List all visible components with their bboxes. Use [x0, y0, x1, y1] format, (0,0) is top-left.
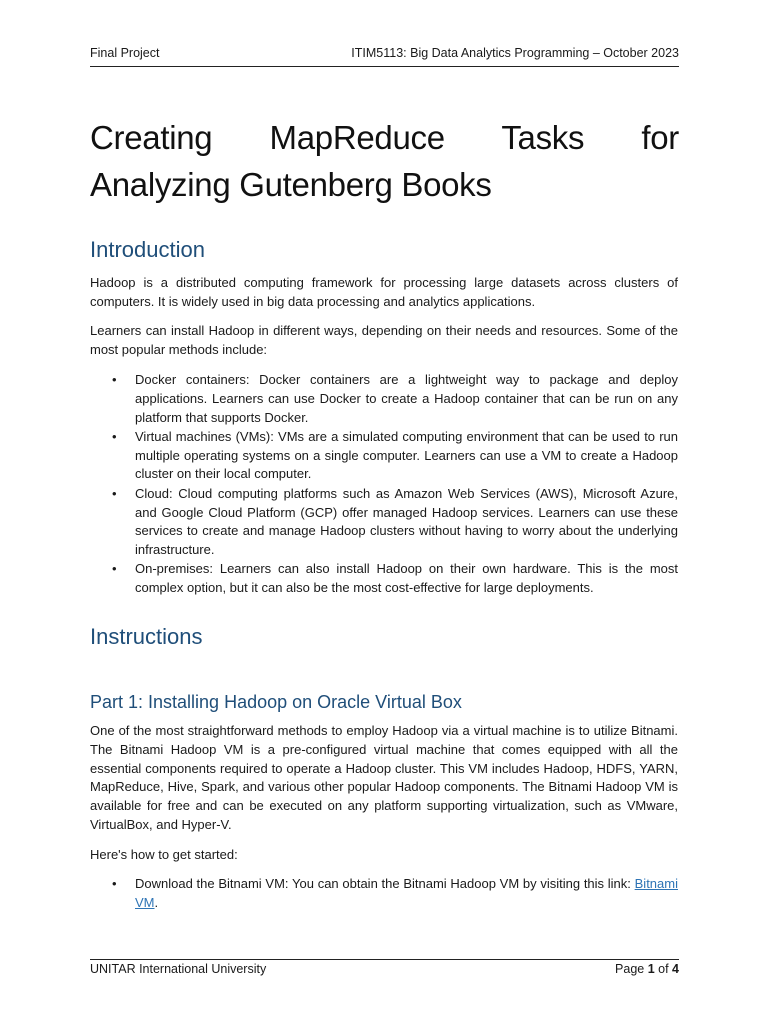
list-item-text: Docker containers: Docker containers are a lightweight way to package and deploy applications. Learners can use Docker to create a Hadoop container that can be run on any platform that supports Docker. [135, 372, 678, 425]
part1-paragraph-1: One of the most straightforward methods to employ Hadoop via a virtual machine is to utilize Bitnami. The Bitnami Hadoop VM is a pre-configured virtual machine that comes equipped with all the essential components required to operate a Hadoop cluster. This VM includes Hadoop, HDFS, YARN, MapReduce, Hive, Spark, and various other popular Hadoop components. The Bitnami Hadoop VM is available for free and can be executed on any platform supporting virtualization, such as VMware, VirtualBox, and Hyper-V. [90, 723, 678, 832]
page-prefix: Page [615, 962, 648, 976]
list-item [90, 428, 678, 484]
list-item-end: . [154, 894, 159, 910]
page-number [615, 962, 679, 976]
bullet-icon: • [112, 561, 117, 577]
intro-paragraph-1: Hadoop is a distributed computing framework for processing large datasets across clusters of computers. It is widely used in big data processing and analytics applications. [90, 275, 678, 309]
page-total: 4 [672, 962, 679, 976]
list-item-text: On-premises: Learners can also install Hadoop on their own hardware. This is the most complex option, but it can also be the most cost-effective for large deployments. [135, 561, 678, 596]
part1-heading: Part 1: Installing Hadoop on Oracle Virtual Box [90, 692, 462, 712]
list-item [90, 371, 678, 427]
list-item-text: Cloud: Cloud computing platforms such as Amazon Web Services (AWS), Microsoft Azure, and Google Cloud Platform (GCP) offer managed Hadoop services. Learners can use these services to create and manage Hadoop clusters without having to worry about the underlying infrastructure. [135, 485, 678, 558]
bullet-icon: • [112, 372, 117, 387]
page-current: 1 [647, 962, 655, 976]
intro-paragraph-2: Learners can install Hadoop in different ways, depending on their needs and resources. Some of the most popular methods include: [90, 323, 678, 357]
bullet-icon: • [112, 876, 117, 891]
bitnami-vm-link[interactable]: Bitnami VM [135, 876, 678, 910]
footer-left: UNITAR International University [90, 962, 267, 976]
introduction-heading: Introduction [90, 237, 205, 262]
list-item-text: Virtual machines (VMs): VMs are a simulated computing environment that can be used to run multiple operating systems on a single computer. Learners can use a VM to create a Hadoop cluster on their local computer. [135, 428, 678, 482]
bullet-icon: • [112, 485, 117, 501]
page-footer [90, 959, 679, 976]
header-left: Final Project [90, 46, 160, 60]
page-header [90, 46, 679, 67]
part1-bullet-list [90, 875, 678, 913]
part1-paragraph-2: Here's how to get started: [90, 847, 238, 862]
header-right: ITIM5113: Big Data Analytics Programming – October 2023 [351, 46, 679, 60]
list-item [90, 875, 678, 913]
bullet-icon: • [112, 428, 117, 444]
page-mid: of [654, 962, 673, 976]
intro-bullet-list [90, 371, 678, 599]
document-title: Creating MapReduce Tasks for Analyzing Gutenberg Books [90, 119, 679, 203]
list-item [90, 560, 678, 598]
list-item [90, 485, 678, 560]
list-item-text: Download the Bitnami VM: You can obtain the Bitnami Hadoop VM by visiting this link: [135, 876, 635, 891]
instructions-heading: Instructions [90, 624, 203, 649]
